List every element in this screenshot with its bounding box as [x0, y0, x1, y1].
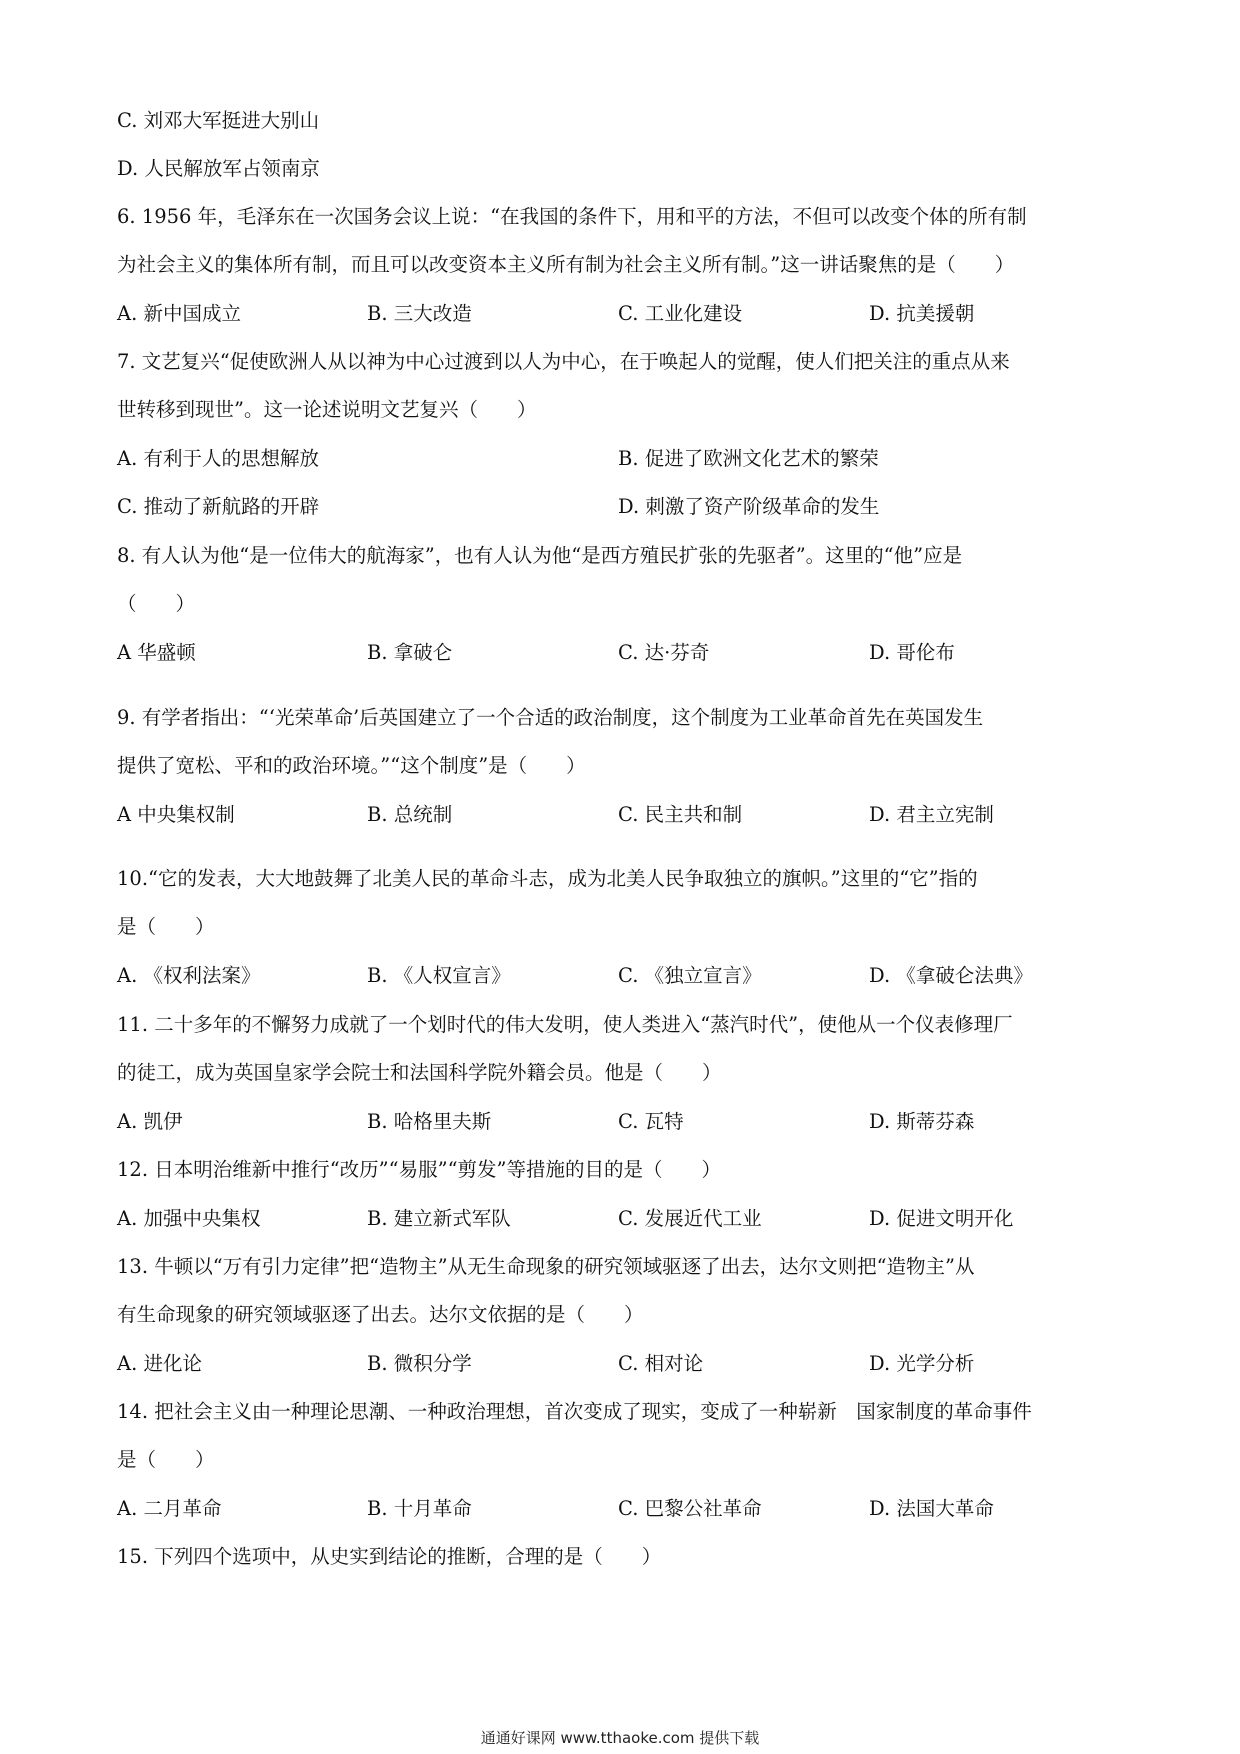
question-stem-line: （ ） [117, 592, 196, 615]
option-b: B. 三大改造 [367, 302, 472, 325]
option-a: A. 凯伊 [117, 1110, 183, 1133]
option-c: C. 推动了新航路的开辟 [117, 495, 320, 518]
question-stem-line: 12. 日本明治维新中推行“改历”“易服”“剪发”等措施的目的是（ ） [117, 1158, 722, 1181]
option-d: D. 《拿破仑法典》 [869, 964, 1033, 987]
option-a: A 华盛顿 [117, 641, 196, 664]
option-a: A. 二月革命 [117, 1497, 222, 1520]
option-a: A 中央集权制 [117, 803, 235, 826]
question-stem-line: 8. 有人认为他“是一位伟大的航海家”，也有人认为他“是西方殖民扩张的先驱者”。这里的“他”应是 [117, 544, 963, 567]
option-c-prev: C. 刘邓大军挺进大别山 [117, 109, 320, 132]
question-stem-line: 是（ ） [117, 1448, 215, 1471]
question-stem-line: 世转移到现世”。这一论述说明文艺复兴（ ） [117, 398, 537, 421]
option-b: B. 促进了欧洲文化艺术的繁荣 [618, 447, 879, 470]
option-b: B. 总统制 [367, 803, 453, 826]
question-stem-line: 是（ ） [117, 915, 215, 938]
option-c: C. 巴黎公社革命 [618, 1497, 762, 1520]
option-c: C. 《独立宣言》 [618, 964, 762, 987]
question-stem-line: 7. 文艺复兴“促使欧洲人从以神为中心过渡到以人为中心，在于唤起人的觉醒，使人们把关注的重点从来 [117, 350, 1010, 373]
option-c: C. 民主共和制 [618, 803, 743, 826]
option-a: A. 有利于人的思想解放 [117, 447, 319, 470]
option-d: D. 君主立宪制 [869, 803, 994, 826]
question-stem-line: 13. 牛顿以“万有引力定律”把“造物主”从无生命现象的研究领域驱逐了出去，达尔文则把“造物主”从 [117, 1255, 975, 1278]
option-c: C. 发展近代工业 [618, 1207, 762, 1230]
option-d: D. 抗美援朝 [869, 302, 975, 325]
option-a: A. 进化论 [117, 1352, 202, 1375]
option-c: C. 相对论 [618, 1352, 704, 1375]
question-stem-line: 为社会主义的集体所有制，而且可以改变资本主义所有制为社会主义所有制。”这一讲话聚焦的是（ ） [117, 253, 1015, 276]
option-b: B. 《人权宣言》 [367, 964, 511, 987]
option-a: A. 新中国成立 [117, 302, 241, 325]
option-a: A. 加强中央集权 [117, 1207, 261, 1230]
question-stem-line: 15. 下列四个选项中，从史实到结论的推断，合理的是（ ） [117, 1545, 662, 1568]
question-stem-line: 10.“它的发表，大大地鼓舞了北美人民的革命斗志，成为北美人民争取独立的旗帜。”这里的“它”指的 [117, 867, 978, 890]
option-c: C. 达·芬奇 [618, 641, 710, 664]
question-stem-line: 6. 1956 年，毛泽东在一次国务会议上说：“在我国的条件下，用和平的方法，不但可以改变个体的所有制 [117, 205, 1027, 228]
option-b: B. 微积分学 [367, 1352, 472, 1375]
option-d: D. 哥伦布 [869, 641, 955, 664]
question-stem-line: 9. 有学者指出：“‘光荣革命’后英国建立了一个合适的政治制度，这个制度为工业革命首先在英国发生 [117, 706, 984, 729]
option-d-prev: D. 人民解放军占领南京 [117, 157, 320, 180]
option-a: A. 《权利法案》 [117, 964, 261, 987]
option-c: C. 工业化建设 [618, 302, 743, 325]
footer-watermark: 通通好课网 www.tthaoke.com 提供下载 [480, 1729, 760, 1747]
question-stem-line: 11. 二十多年的不懈努力成就了一个划时代的伟大发明，使人类进入“蒸汽时代”，使他从一个仪表修理厂 [117, 1013, 1013, 1036]
option-d: D. 法国大革命 [869, 1497, 994, 1520]
option-c: C. 瓦特 [618, 1110, 684, 1133]
option-d: D. 光学分析 [869, 1352, 975, 1375]
question-stem-line: 有生命现象的研究领域驱逐了出去。达尔文依据的是（ ） [117, 1303, 644, 1326]
question-stem-line: 14. 把社会主义由一种理论思潮、一种政治理想，首次变成了现实，变成了一种崭新 国家制度的革命事件 [117, 1400, 1032, 1423]
option-b: B. 建立新式军队 [367, 1207, 511, 1230]
option-b: B. 拿破仑 [367, 641, 453, 664]
option-d: D. 斯蒂芬森 [869, 1110, 975, 1133]
question-stem-line: 提供了宽松、平和的政治环境。”“这个制度”是（ ） [117, 754, 586, 777]
option-b: B. 哈格里夫斯 [367, 1110, 492, 1133]
option-b: B. 十月革命 [367, 1497, 472, 1520]
option-d: D. 刺激了资产阶级革命的发生 [618, 495, 880, 518]
option-d: D. 促进文明开化 [869, 1207, 1014, 1230]
question-stem-line: 的徒工，成为英国皇家学会院士和法国科学院外籍会员。他是（ ） [117, 1061, 722, 1084]
